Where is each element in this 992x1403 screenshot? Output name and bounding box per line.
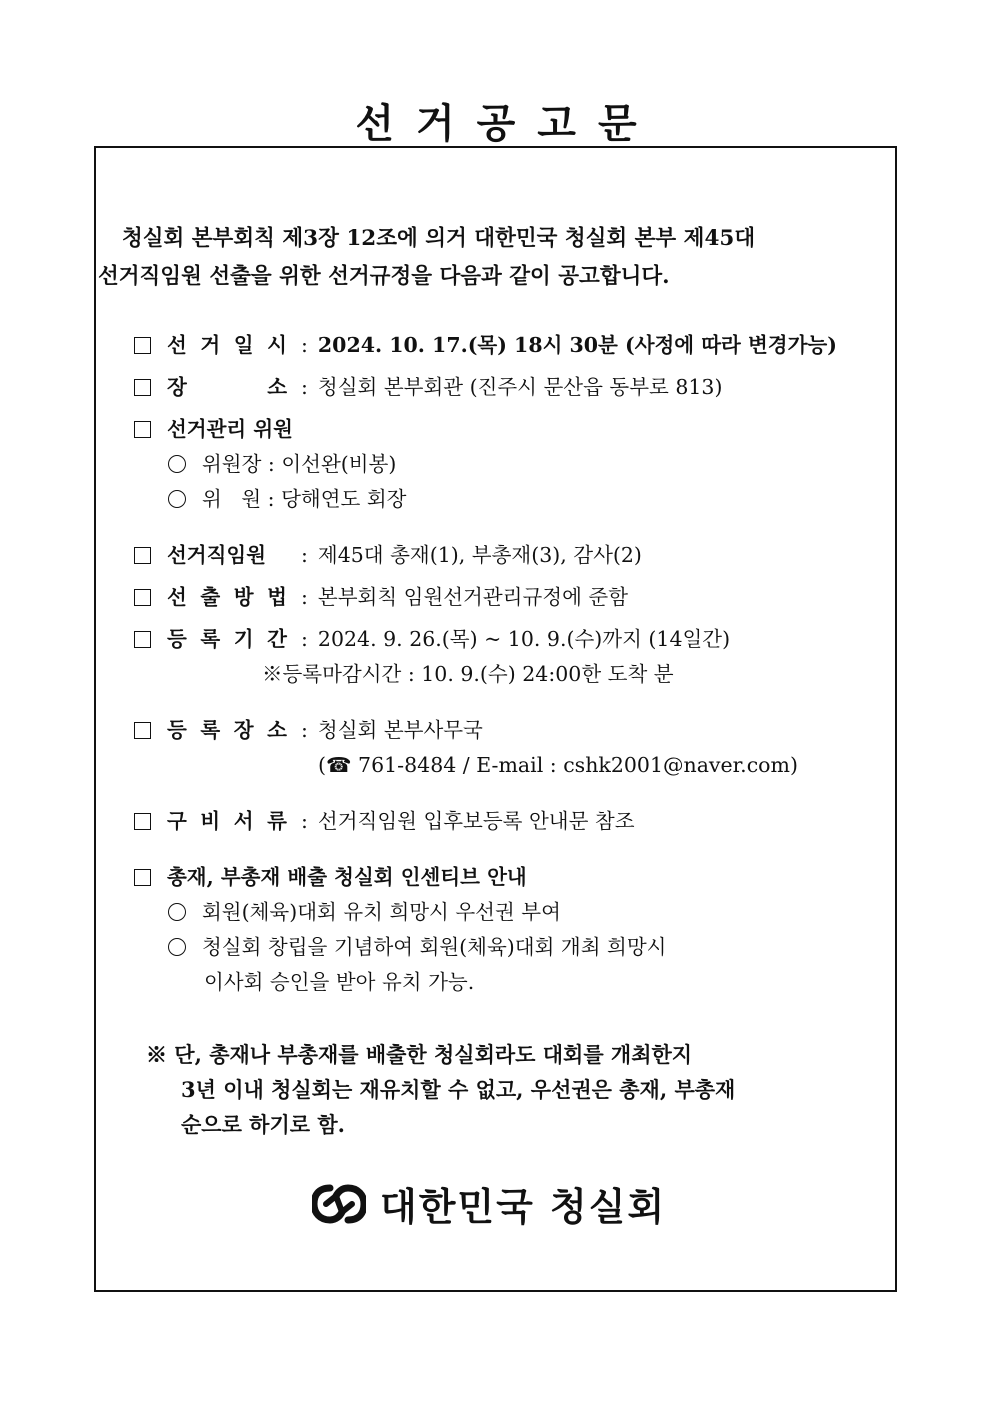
notice-note	[146, 1037, 735, 1142]
checkbox-icon	[134, 869, 151, 886]
label-colon: :	[301, 627, 308, 651]
office-contact: (☎ 761-8484 / E-mail : cshk2001@naver.com)	[318, 753, 798, 777]
label-colon: :	[301, 809, 308, 833]
checkbox-icon	[134, 337, 151, 354]
circle-bullet-icon	[168, 490, 186, 508]
cheongsil-logo-icon	[312, 1182, 366, 1226]
item-label: 구 비 서 류	[167, 809, 287, 833]
checkbox-icon	[134, 421, 151, 438]
item-label: 선 출 방 법	[167, 585, 287, 609]
checkbox-icon	[134, 379, 151, 396]
item-officers	[134, 540, 642, 570]
label-colon: :	[301, 585, 308, 609]
intro-paragraph	[98, 220, 888, 296]
item-label: 등 록 기 간	[167, 627, 287, 651]
page-title: 선거공고문	[355, 100, 659, 147]
item-label: 선 거 일 시	[167, 333, 287, 357]
item-value: 본부회칙 임원선거관리규정에 준함	[317, 585, 628, 609]
label-colon: :	[301, 333, 308, 357]
label-colon: :	[301, 718, 308, 742]
item-period	[134, 624, 730, 654]
organization-name: 대한민국 청실회	[380, 1185, 667, 1229]
item-method	[134, 582, 628, 612]
checkbox-icon	[134, 722, 151, 739]
label-colon: :	[301, 375, 308, 399]
item-value: 청실회 본부회관 (진주시 문산읍 동부로 813)	[317, 375, 723, 399]
period-deadline: ※등록마감시간 : 10. 9.(수) 24:00한 도착 분	[262, 662, 674, 686]
checkbox-icon	[134, 589, 151, 606]
committee-chair	[168, 449, 396, 479]
item-label: 선거직임원	[167, 543, 267, 567]
item-incentive	[134, 862, 527, 892]
committee-member-text: 위 원 : 당해연도 회장	[202, 487, 407, 511]
item-election-date	[134, 330, 837, 360]
committee-member	[168, 484, 406, 514]
incentive-bullet-1	[168, 897, 561, 927]
incentive-bullet-2	[168, 932, 666, 962]
circle-bullet-icon	[168, 903, 186, 921]
checkbox-icon	[134, 813, 151, 830]
incentive-bullet-2-cont: 이사회 승인을 받아 유치 가능.	[204, 970, 475, 994]
circle-bullet-icon	[168, 455, 186, 473]
item-place	[134, 372, 722, 402]
item-value: 제45대 총재(1), 부총재(3), 감사(2)	[317, 543, 642, 567]
item-label: 등 록 장 소	[167, 718, 287, 742]
item-documents	[134, 806, 635, 836]
note-line-1: ※ 단, 총재나 부총재를 배출한 청실회라도 대회를 개최한지	[146, 1042, 693, 1067]
item-label: 총재, 부총재 배출 청실회 인센티브 안내	[167, 865, 527, 889]
item-value: 선거직임원 입후보등록 안내문 참조	[317, 809, 635, 833]
circle-bullet-icon	[168, 938, 186, 956]
checkbox-icon	[134, 547, 151, 564]
committee-chair-text: 위원장 : 이선완(비봉)	[202, 452, 397, 476]
item-label: 장 소	[167, 375, 287, 399]
note-line-3: 순으로 하기로 함.	[181, 1112, 345, 1137]
item-value: 2024. 10. 17.(목) 18시 30분 (사정에 따라 변경가능)	[317, 333, 837, 357]
item-committee	[134, 414, 293, 444]
item-value: 2024. 9. 26.(목) ~ 10. 9.(수)까지 (14일간)	[317, 627, 731, 651]
organization-signature	[312, 1176, 666, 1231]
label-colon: :	[301, 543, 308, 567]
checkbox-icon	[134, 631, 151, 648]
intro-line-1: 청실회 본부회칙 제3장 12조에 의거 대한민국 청실회 본부 제45대	[122, 226, 756, 251]
incentive-bullet-2-text: 청실회 창립을 기념하여 회원(체육)대회 개최 희망시	[202, 935, 667, 959]
item-value: 청실회 본부사무국	[317, 718, 483, 742]
note-line-2: 3년 이내 청실회는 재유치할 수 없고, 우선권은 총재, 부총재	[181, 1077, 736, 1102]
intro-line-2: 선거직임원 선출을 위한 선거규정을 다음과 같이 공고합니다.	[98, 264, 670, 289]
incentive-bullet-1-text: 회원(체육)대회 유치 희망시 우선권 부여	[202, 900, 561, 924]
item-label: 선거관리 위원	[167, 417, 293, 441]
item-office	[134, 715, 483, 745]
